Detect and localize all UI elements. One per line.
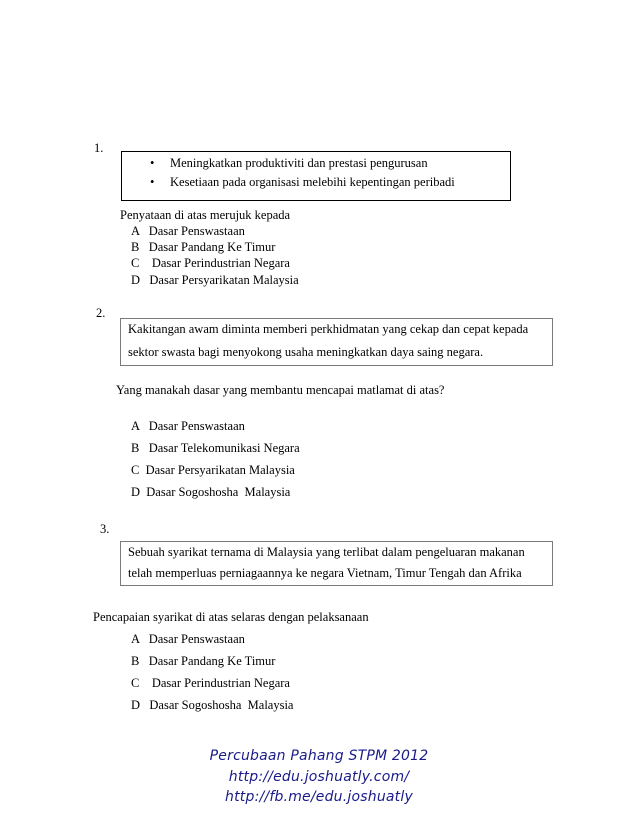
- question-2-number: 2.: [96, 306, 106, 320]
- question-1-option-c: C Dasar Perindustrian Negara: [131, 256, 290, 270]
- question-1-option-a: A Dasar Penswastaan: [131, 224, 245, 238]
- question-3-stimulus-line-2: telah memperluas perniagaannya ke negara Vietnam, Timur Tengah dan Afrika: [128, 566, 522, 580]
- question-3-option-b: B Dasar Pandang Ke Timur: [131, 654, 276, 668]
- bullet-text: Meningkatkan produktiviti dan prestasi pengurusan: [170, 156, 428, 170]
- bullet-icon: •: [150, 175, 155, 189]
- question-3-option-c: C Dasar Perindustrian Negara: [131, 676, 290, 690]
- question-2-stem: Yang manakah dasar yang membantu mencapai matlamat di atas?: [116, 383, 445, 397]
- footer-facebook-link[interactable]: http://fb.me/edu.joshuatly: [225, 789, 413, 805]
- question-3-stem: Pencapaian syarikat di atas selaras dengan pelaksanaan: [93, 610, 369, 624]
- question-1-bullet-1: [150, 156, 428, 171]
- footer-website-link[interactable]: http://edu.joshuatly.com/: [228, 769, 410, 785]
- bullet-text: Kesetiaan pada organisasi melebihi kepentingan peribadi: [170, 175, 455, 189]
- question-2-option-c: C Dasar Persyarikatan Malaysia: [131, 463, 295, 477]
- question-1-number: 1.: [94, 141, 104, 155]
- question-2-option-a: A Dasar Penswastaan: [131, 419, 245, 433]
- question-2-option-d: D Dasar Sogoshosha Malaysia: [131, 485, 291, 499]
- question-2-stimulus-line-2: sektor swasta bagi menyokong usaha meningkatkan daya saing negara.: [128, 345, 484, 359]
- question-3-stimulus-line-1: Sebuah syarikat ternama di Malaysia yang terlibat dalam pengeluaran makanan: [128, 545, 525, 559]
- question-3-number: 3.: [100, 522, 110, 536]
- footer-title: Percubaan Pahang STPM 2012: [209, 748, 429, 764]
- question-3-option-a: A Dasar Penswastaan: [131, 632, 245, 646]
- question-1-stem: Penyataan di atas merujuk kepada: [120, 208, 291, 222]
- question-1-option-b: B Dasar Pandang Ke Timur: [131, 240, 276, 254]
- question-1-option-d: D Dasar Persyarikatan Malaysia: [131, 273, 299, 287]
- question-2-option-b: B Dasar Telekomunikasi Negara: [131, 441, 300, 455]
- question-3-option-d: D Dasar Sogoshosha Malaysia: [131, 698, 294, 712]
- question-2-stimulus-line-1: Kakitangan awam diminta memberi perkhidmatan yang cekap dan cepat kepada: [128, 322, 529, 336]
- bullet-icon: •: [150, 156, 155, 170]
- question-1-bullet-2: [150, 175, 455, 190]
